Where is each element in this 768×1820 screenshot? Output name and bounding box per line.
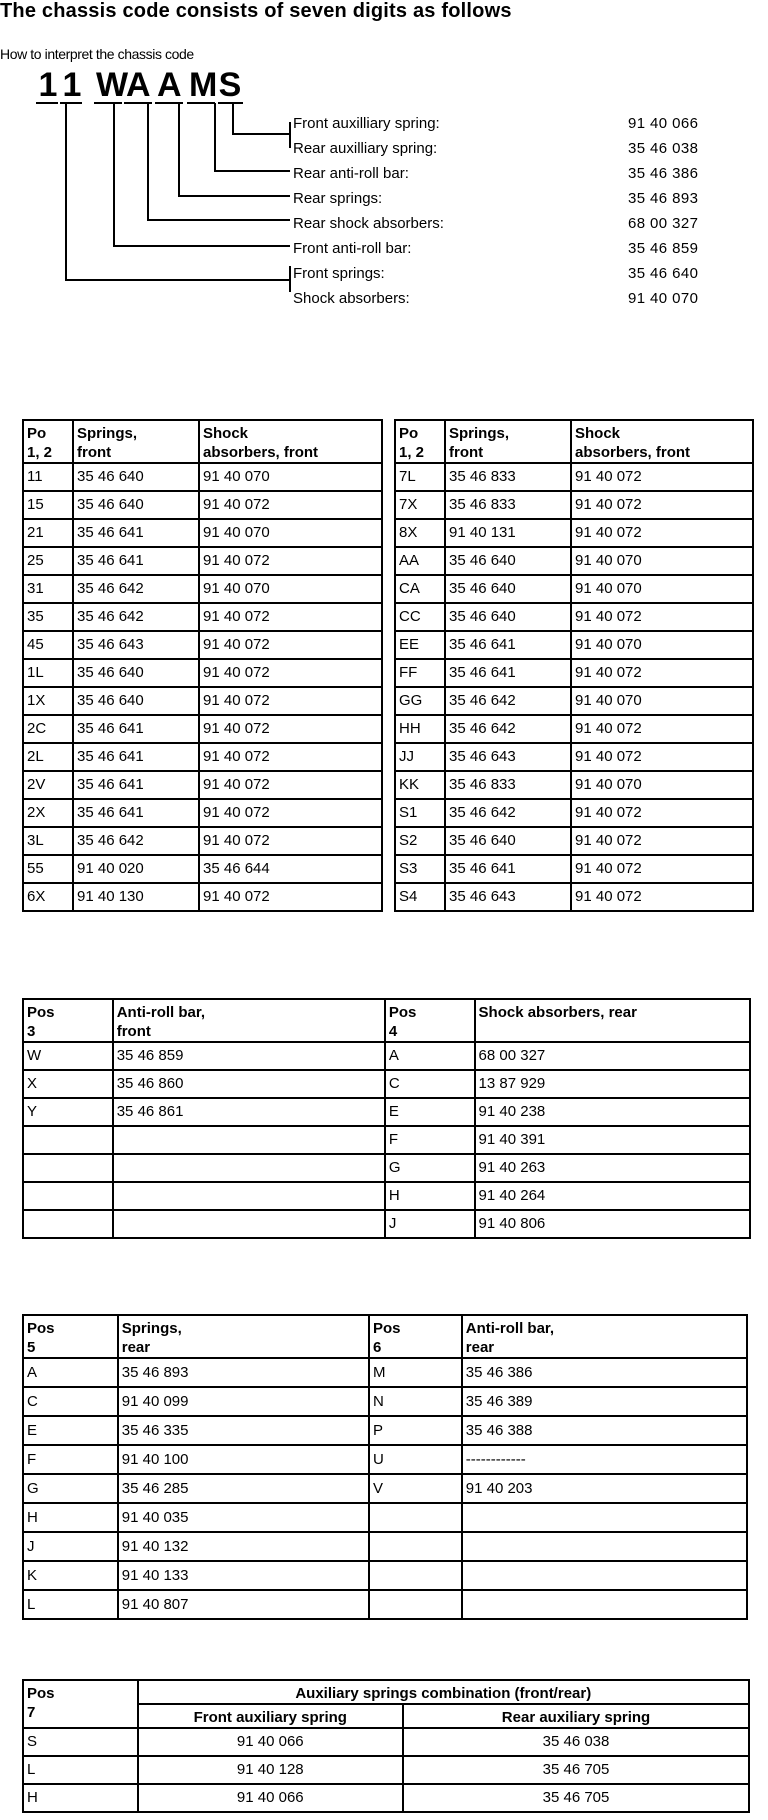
- column-header: Pos 6: [369, 1315, 462, 1358]
- table-row: [23, 743, 382, 771]
- table-cell: 91 40 072: [571, 659, 753, 687]
- table-row: [395, 519, 753, 547]
- table-cell: A: [385, 1042, 475, 1070]
- table-cell: 35 46 642: [73, 827, 199, 855]
- table-cell: 91 40 072: [199, 603, 382, 631]
- table-row: [23, 491, 382, 519]
- table-cell: 35 46 038: [403, 1728, 749, 1756]
- column-header: Pos 3: [23, 999, 113, 1042]
- table-row: [23, 1182, 750, 1210]
- table-cell: N: [369, 1387, 462, 1416]
- table-cell: 91 40 072: [199, 547, 382, 575]
- table-cell: L: [23, 1756, 138, 1784]
- table-cell: 91 40 070: [199, 575, 382, 603]
- table-cell: 91 40 072: [199, 771, 382, 799]
- table-cell: 35 46 642: [445, 715, 571, 743]
- table-cell: S2: [395, 827, 445, 855]
- part-label: Rear shock absorbers:: [293, 215, 444, 232]
- table-cell: [113, 1126, 385, 1154]
- table-cell: E: [23, 1416, 118, 1445]
- table-cell: 2L: [23, 743, 73, 771]
- table-row: [395, 659, 753, 687]
- table-cell: W: [23, 1042, 113, 1070]
- table-row: [395, 799, 753, 827]
- table-cell: [369, 1590, 462, 1619]
- table-cell: 3L: [23, 827, 73, 855]
- table-cell: 35 46 640: [73, 491, 199, 519]
- table-cell: JJ: [395, 743, 445, 771]
- table-cell: 35 46 640: [73, 687, 199, 715]
- table-cell: 91 40 070: [571, 547, 753, 575]
- table-cell: P: [369, 1416, 462, 1445]
- column-header: Pos 4: [385, 999, 475, 1042]
- table-row: [23, 519, 382, 547]
- table-cell: 91 40 070: [199, 463, 382, 491]
- table-row: [395, 603, 753, 631]
- table-cell: V: [369, 1474, 462, 1503]
- table-cell: GG: [395, 687, 445, 715]
- table-cell: 35 46 640: [445, 827, 571, 855]
- table-cell: 7L: [395, 463, 445, 491]
- code-letter: S: [218, 66, 242, 104]
- table-cell: [113, 1182, 385, 1210]
- table-cell: 35 46 860: [113, 1070, 385, 1098]
- table-row: [23, 1098, 750, 1126]
- table-cell: 91 40 035: [118, 1503, 369, 1532]
- table-cell: 35 46 893: [118, 1358, 369, 1387]
- table-cell: K: [23, 1561, 118, 1590]
- table-cell: 91 40 072: [199, 799, 382, 827]
- table-row: [23, 827, 382, 855]
- table-row: [23, 1756, 749, 1784]
- table-cell: EE: [395, 631, 445, 659]
- table-row: [395, 771, 753, 799]
- column-header: Springs, rear: [118, 1315, 369, 1358]
- table-row: [395, 491, 753, 519]
- table-cell: 8X: [395, 519, 445, 547]
- table-cell: 35 46 705: [403, 1756, 749, 1784]
- table-cell: S1: [395, 799, 445, 827]
- table-pos12-left: [22, 419, 383, 912]
- table-row: [395, 855, 753, 883]
- table-cell: AA: [395, 547, 445, 575]
- part-label: Rear auxilliary spring:: [293, 140, 438, 157]
- table-cell: 91 40 020: [73, 855, 199, 883]
- table-cell: 91 40 066: [138, 1728, 403, 1756]
- table-cell: A: [23, 1358, 118, 1387]
- table-cell: H: [385, 1182, 475, 1210]
- table-cell: 91 40 072: [571, 491, 753, 519]
- table-cell: 35 46 285: [118, 1474, 369, 1503]
- table-row: [23, 1532, 747, 1561]
- table-cell: [113, 1210, 385, 1238]
- table-cell: 25: [23, 547, 73, 575]
- table-cell: M: [369, 1358, 462, 1387]
- column-header: Po 1, 2: [395, 420, 445, 463]
- table-row: [395, 743, 753, 771]
- code-letter: A: [126, 66, 151, 104]
- table-cell: 6X: [23, 883, 73, 911]
- table-row: [23, 1416, 747, 1445]
- table-row: [23, 1503, 747, 1532]
- table-pos34: [22, 998, 751, 1239]
- table-cell: 35 46 389: [462, 1387, 747, 1416]
- table-row: [23, 715, 382, 743]
- code-letter: 1: [62, 66, 82, 104]
- table-row: [23, 603, 382, 631]
- table-row: [23, 547, 382, 575]
- table-row: [23, 855, 382, 883]
- column-header: Anti-roll bar, rear: [462, 1315, 747, 1358]
- table-cell: 91 40 131: [445, 519, 571, 547]
- table-cell: FF: [395, 659, 445, 687]
- table-cell: 91 40 807: [118, 1590, 369, 1619]
- table-cell: X: [23, 1070, 113, 1098]
- table-cell: 35 46 644: [199, 855, 382, 883]
- table-cell: S4: [395, 883, 445, 911]
- table-cell: 35 46 705: [403, 1784, 749, 1812]
- table-row: [23, 1590, 747, 1619]
- table-cell: [23, 1154, 113, 1182]
- part-label: Rear springs:: [293, 190, 383, 207]
- table-row: [23, 1070, 750, 1098]
- table-cell: 35 46 642: [73, 575, 199, 603]
- table-cell: 35 46 640: [445, 603, 571, 631]
- table-row: [395, 631, 753, 659]
- table-cell: 91 40 070: [571, 575, 753, 603]
- table-cell: 91 40 070: [571, 631, 753, 659]
- table-cell: 35 46 833: [445, 463, 571, 491]
- table-row: [23, 1210, 750, 1238]
- table-cell: KK: [395, 771, 445, 799]
- table-cell: [23, 1126, 113, 1154]
- table-cell: 91 40 072: [199, 743, 382, 771]
- part-number: 91 40 066: [628, 115, 699, 132]
- table-cell: H: [23, 1784, 138, 1812]
- table-pos56: [22, 1314, 748, 1620]
- table-cell: 91 40 072: [571, 519, 753, 547]
- table-cell: 2X: [23, 799, 73, 827]
- table-cell: F: [23, 1445, 118, 1474]
- table-cell: 15: [23, 491, 73, 519]
- column-header: Springs, front: [445, 420, 571, 463]
- table-cell: 35 46 641: [73, 547, 199, 575]
- table-cell: 35 46 641: [73, 519, 199, 547]
- code-letter: W: [96, 66, 129, 104]
- table-cell: 35 46 640: [73, 659, 199, 687]
- part-number: 35 46 859: [628, 240, 699, 257]
- table-row: [23, 1042, 750, 1070]
- table-cell: 91 40 203: [462, 1474, 747, 1503]
- table-cell: 13 87 929: [475, 1070, 750, 1098]
- table-cell: 91 40 099: [118, 1387, 369, 1416]
- table-cell: 35 46 388: [462, 1416, 747, 1445]
- part-label: Front springs:: [293, 265, 385, 282]
- table-cell: 35 46 641: [73, 715, 199, 743]
- column-header: Pos 5: [23, 1315, 118, 1358]
- table-cell: [369, 1561, 462, 1590]
- table-cell: 91 40 072: [571, 603, 753, 631]
- table-cell: 91 40 066: [138, 1784, 403, 1812]
- table-cell: 35 46 643: [445, 743, 571, 771]
- table-row: [23, 1445, 747, 1474]
- table-cell: 91 40 100: [118, 1445, 369, 1474]
- part-label: Shock absorbers:: [293, 290, 410, 307]
- table-cell: 35 46 642: [445, 687, 571, 715]
- table-cell: 91 40 072: [199, 883, 382, 911]
- table-cell: J: [23, 1532, 118, 1561]
- table-cell: [462, 1532, 747, 1561]
- table-cell: 35 46 833: [445, 491, 571, 519]
- column-header: Po 1, 2: [23, 420, 73, 463]
- table-cell: [369, 1503, 462, 1532]
- table-cell: 35 46 641: [445, 631, 571, 659]
- table-cell: 35 46 643: [445, 883, 571, 911]
- table-cell: 91 40 072: [199, 827, 382, 855]
- table-cell: 91 40 072: [199, 631, 382, 659]
- table-cell: 2V: [23, 771, 73, 799]
- table-cell: 91 40 130: [73, 883, 199, 911]
- table-cell: F: [385, 1126, 475, 1154]
- table-cell: 35 46 386: [462, 1358, 747, 1387]
- part-number: 35 46 640: [628, 265, 699, 282]
- table-cell: 35 46 861: [113, 1098, 385, 1126]
- table-cell: 35 46 640: [73, 463, 199, 491]
- table-cell: Y: [23, 1098, 113, 1126]
- page-title: The chassis code consists of seven digits as follows: [0, 0, 512, 22]
- table-cell: 91 40 072: [571, 715, 753, 743]
- table-cell: [462, 1590, 747, 1619]
- table-cell: 91 40 070: [571, 771, 753, 799]
- table-cell: 91 40 072: [571, 855, 753, 883]
- table-cell: [369, 1532, 462, 1561]
- part-number: 35 46 386: [628, 165, 699, 182]
- column-header: Shock absorbers, front: [571, 420, 753, 463]
- table-row: [395, 883, 753, 911]
- table-cell: 35 46 641: [445, 855, 571, 883]
- front-aux-spring-header: Front auxiliary spring: [138, 1704, 403, 1728]
- table-cell: HH: [395, 715, 445, 743]
- table-row: [23, 575, 382, 603]
- table-cell: H: [23, 1503, 118, 1532]
- table-pos12-right: [394, 419, 754, 912]
- table-cell: 2C: [23, 715, 73, 743]
- table-cell: 11: [23, 463, 73, 491]
- table-cell: ------------: [462, 1445, 747, 1474]
- table-row: [23, 1358, 747, 1387]
- table-row: [395, 463, 753, 491]
- part-number: 35 46 893: [628, 190, 699, 207]
- table-row: [23, 687, 382, 715]
- table-row: [395, 827, 753, 855]
- table-cell: 91 40 072: [199, 659, 382, 687]
- table-cell: 91 40 072: [199, 491, 382, 519]
- table-cell: 35: [23, 603, 73, 631]
- table-cell: 35 46 642: [73, 603, 199, 631]
- table-cell: [113, 1154, 385, 1182]
- table-cell: 35 46 641: [73, 799, 199, 827]
- table-cell: 91 40 070: [571, 687, 753, 715]
- table-cell: 35 46 833: [445, 771, 571, 799]
- table-cell: 35 46 859: [113, 1042, 385, 1070]
- diagram-subtitle: How to interpret the chassis code: [0, 46, 194, 62]
- table-cell: [23, 1182, 113, 1210]
- table-cell: 31: [23, 575, 73, 603]
- table-row: [23, 1728, 749, 1756]
- table-cell: 1L: [23, 659, 73, 687]
- table-cell: 91 40 391: [475, 1126, 750, 1154]
- table-cell: 68 00 327: [475, 1042, 750, 1070]
- table-cell: 91 40 238: [475, 1098, 750, 1126]
- aux-springs-group-header: Auxiliary springs combination (front/rear): [138, 1680, 749, 1704]
- table-cell: 45: [23, 631, 73, 659]
- table-pos7: [22, 1679, 750, 1813]
- table-cell: S: [23, 1728, 138, 1756]
- table-cell: [462, 1503, 747, 1532]
- part-label: Front anti-roll bar:: [293, 240, 412, 257]
- table-row: [23, 1387, 747, 1416]
- column-header: Anti-roll bar, front: [113, 999, 385, 1042]
- table-row: [395, 715, 753, 743]
- table-row: [395, 575, 753, 603]
- table-row: [23, 1154, 750, 1182]
- table-cell: 1X: [23, 687, 73, 715]
- table-cell: CA: [395, 575, 445, 603]
- column-header: Shock absorbers, rear: [475, 999, 750, 1042]
- table-row: [395, 547, 753, 575]
- table-cell: CC: [395, 603, 445, 631]
- code-letter: 1: [38, 66, 58, 104]
- table-cell: 91 40 806: [475, 1210, 750, 1238]
- table-cell: [462, 1561, 747, 1590]
- part-number: 68 00 327: [628, 215, 699, 232]
- table-row: [23, 771, 382, 799]
- column-header: Springs, front: [73, 420, 199, 463]
- table-cell: C: [385, 1070, 475, 1098]
- table-cell: J: [385, 1210, 475, 1238]
- table-row: [23, 1561, 747, 1590]
- code-letter: A: [157, 66, 182, 104]
- part-number: 35 46 038: [628, 140, 699, 157]
- table-cell: E: [385, 1098, 475, 1126]
- table-row: [23, 659, 382, 687]
- code-letter: M: [189, 66, 218, 104]
- table-cell: S3: [395, 855, 445, 883]
- table-row: [23, 1784, 749, 1812]
- table-cell: 35 46 641: [73, 743, 199, 771]
- table-row: [23, 1126, 750, 1154]
- table-cell: 91 40 128: [138, 1756, 403, 1784]
- table-cell: 91 40 070: [199, 519, 382, 547]
- table-cell: 91 40 072: [571, 743, 753, 771]
- table-cell: 35 46 335: [118, 1416, 369, 1445]
- table-cell: [23, 1210, 113, 1238]
- table-cell: 91 40 132: [118, 1532, 369, 1561]
- part-number: 91 40 070: [628, 290, 699, 307]
- table-row: [23, 883, 382, 911]
- table-cell: 35 46 641: [445, 659, 571, 687]
- table-cell: 91 40 263: [475, 1154, 750, 1182]
- column-header: Shock absorbers, front: [199, 420, 382, 463]
- table-cell: 91 40 264: [475, 1182, 750, 1210]
- table-cell: U: [369, 1445, 462, 1474]
- table-cell: 21: [23, 519, 73, 547]
- table-cell: 55: [23, 855, 73, 883]
- table-cell: 91 40 072: [571, 799, 753, 827]
- table-cell: 91 40 072: [571, 463, 753, 491]
- table-row: [23, 463, 382, 491]
- table-cell: 91 40 072: [199, 715, 382, 743]
- table-cell: L: [23, 1590, 118, 1619]
- table-cell: 35 46 640: [445, 575, 571, 603]
- table-cell: G: [23, 1474, 118, 1503]
- table-cell: 91 40 133: [118, 1561, 369, 1590]
- table-cell: 35 46 643: [73, 631, 199, 659]
- table-row: [23, 799, 382, 827]
- table-cell: 35 46 642: [445, 799, 571, 827]
- table-cell: 35 46 641: [73, 771, 199, 799]
- rear-aux-spring-header: Rear auxiliary spring: [403, 1704, 749, 1728]
- table-row: [23, 631, 382, 659]
- table-cell: 7X: [395, 491, 445, 519]
- part-label: Rear anti-roll bar:: [293, 165, 409, 182]
- table-cell: 91 40 072: [571, 827, 753, 855]
- part-label: Front auxilliary spring:: [293, 115, 440, 132]
- table-cell: C: [23, 1387, 118, 1416]
- table-cell: 91 40 072: [199, 687, 382, 715]
- table-row: [23, 1474, 747, 1503]
- table-cell: G: [385, 1154, 475, 1182]
- table-cell: 91 40 072: [571, 883, 753, 911]
- table-cell: 35 46 640: [445, 547, 571, 575]
- table-row: [395, 687, 753, 715]
- pos7-header: Pos 7: [23, 1680, 138, 1728]
